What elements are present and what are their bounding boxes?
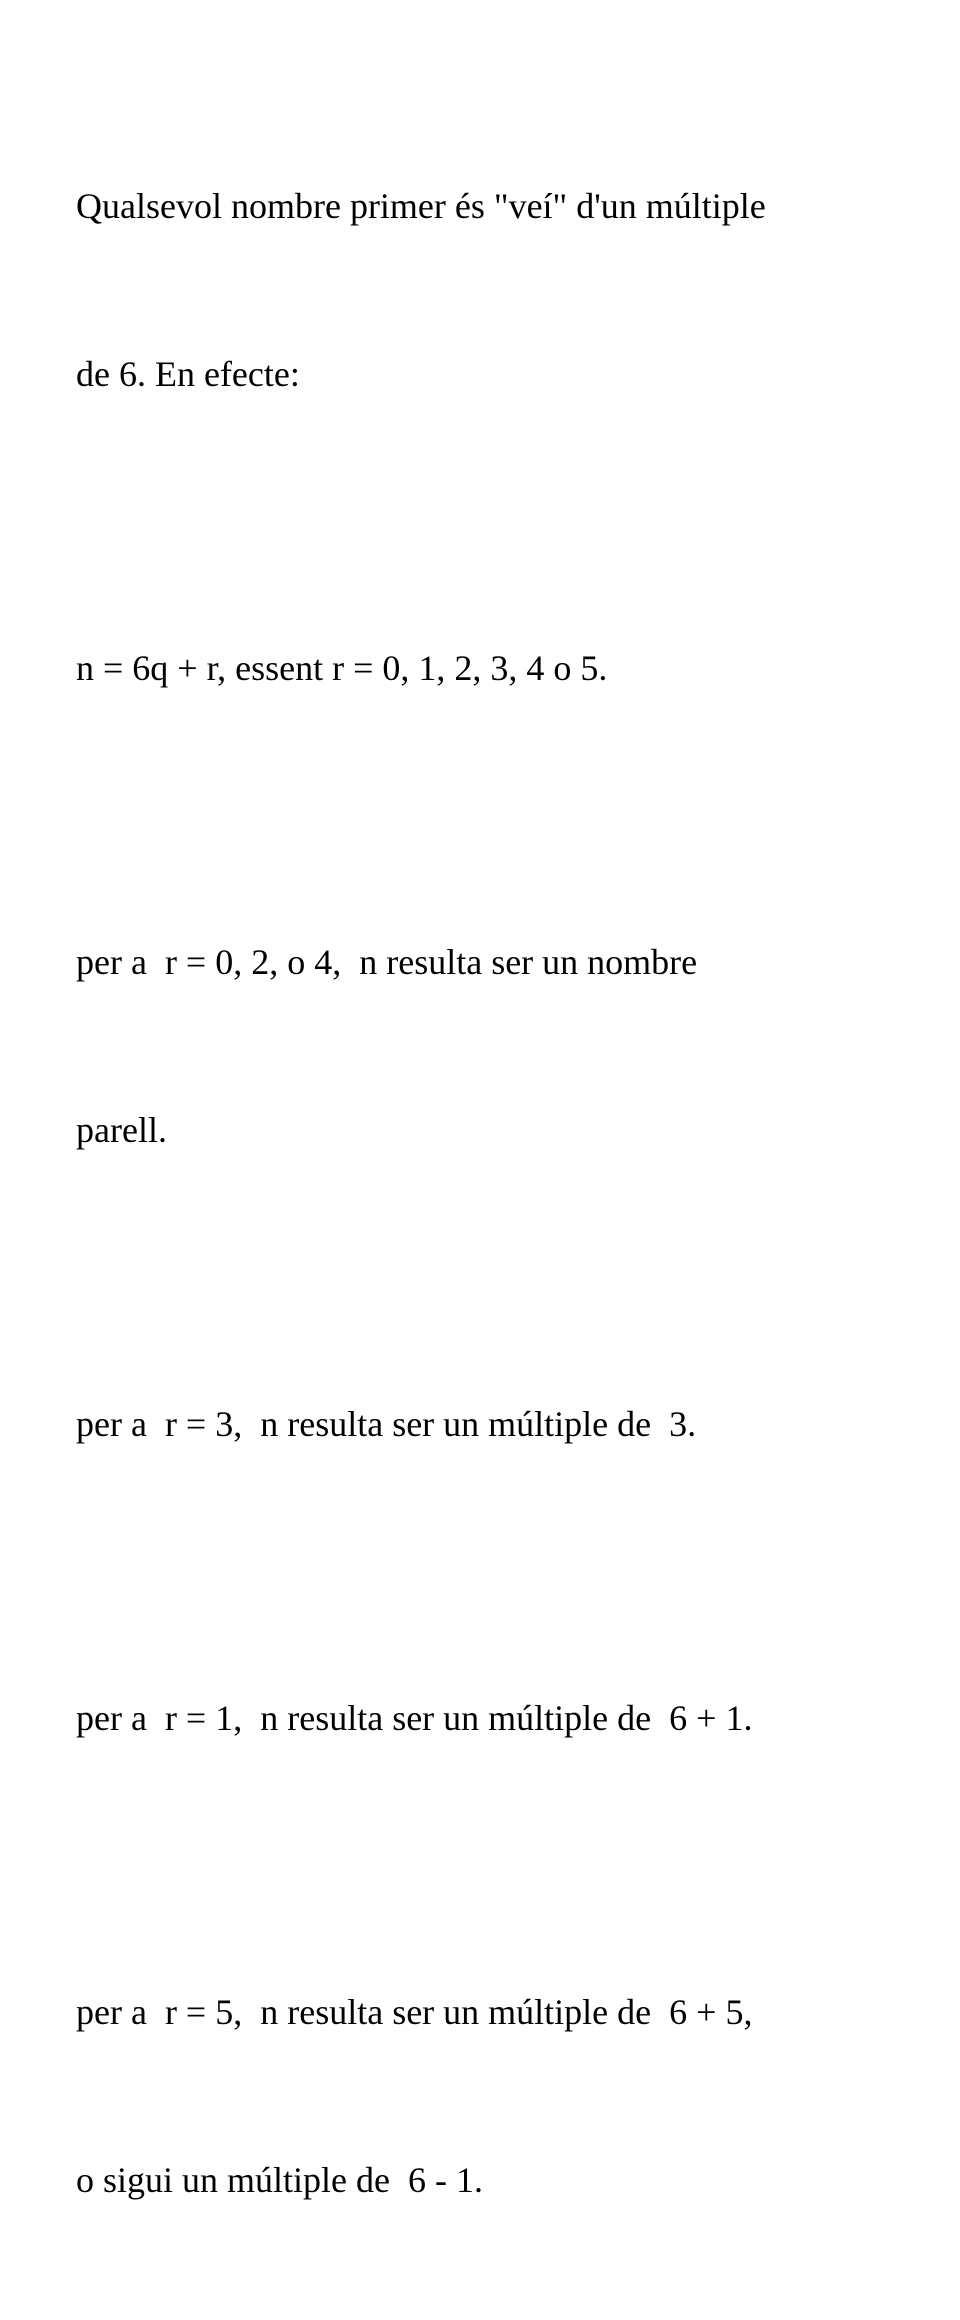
paragraph-even-case <box>76 822 916 1270</box>
paragraph-line: per a r = 5, n resulta ser un múltiple de 6 + 5, <box>76 1992 753 2032</box>
paragraph-intro <box>76 66 916 514</box>
paragraph-r5-case <box>76 1872 916 2320</box>
paragraph-r1-case <box>76 1578 916 1858</box>
paragraph-line: Qualsevol nombre primer és "veí" d'un múltiple <box>76 186 766 226</box>
paragraph-division <box>76 528 916 808</box>
paragraph-line: de 6. En efecte: <box>76 354 300 394</box>
paragraph-r3-case <box>76 1284 916 1564</box>
paragraph-line: per a r = 1, n resulta ser un múltiple de 6 + 1. <box>76 1698 753 1738</box>
paragraph-line: per a r = 3, n resulta ser un múltiple de 3. <box>76 1404 697 1444</box>
slide-content <box>76 66 916 2320</box>
paragraph-line: o sigui un múltiple de 6 - 1. <box>76 2160 483 2200</box>
paragraph-line: n = 6q + r, essent r = 0, 1, 2, 3, 4 o 5. <box>76 648 608 688</box>
paragraph-line: per a r = 0, 2, o 4, n resulta ser un nombre <box>76 942 698 982</box>
paragraph-line: parell. <box>76 1110 167 1150</box>
